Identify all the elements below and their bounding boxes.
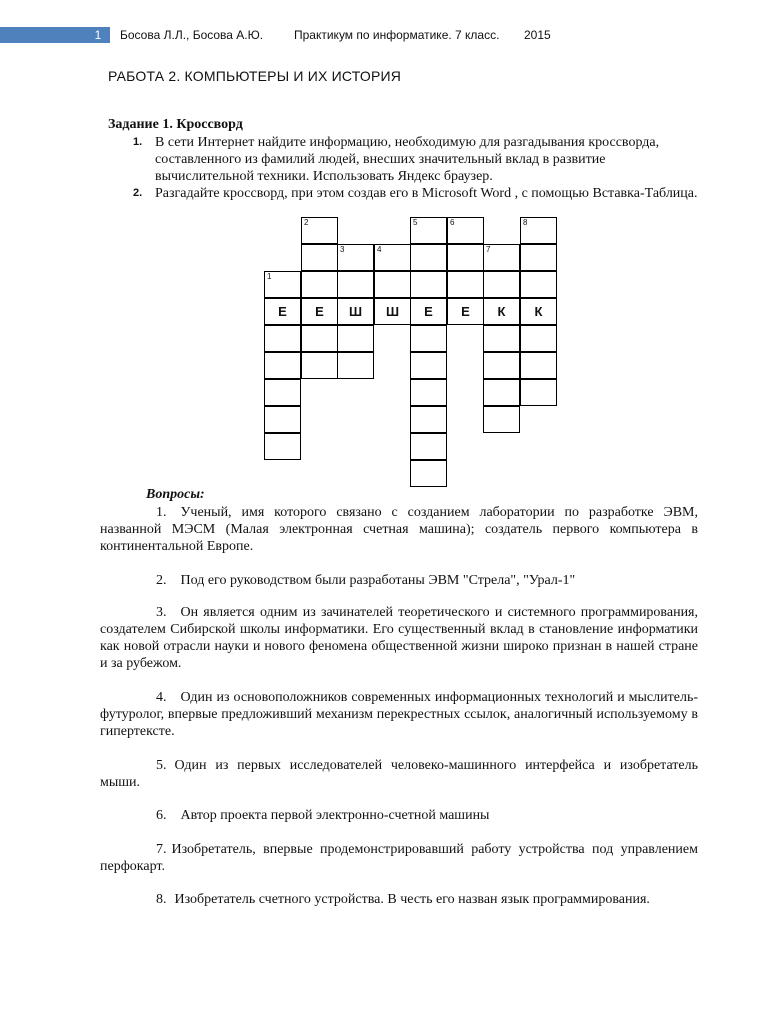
question-item [100, 757, 698, 791]
crossword-cell [264, 298, 301, 325]
crossword-letter: Е [461, 304, 470, 319]
instruction-number: 2. [133, 187, 143, 199]
questions-heading: Вопросы: [146, 487, 205, 502]
crossword-letter: К [497, 304, 506, 319]
header-book-title: Практикум по информатике. 7 класс. [294, 28, 500, 42]
question-item [100, 604, 698, 672]
question-text: Под его руководством были разработаны ЭВМ "Стрела", "Урал-1" [180, 573, 576, 588]
crossword-cell [374, 244, 411, 271]
question-number: 6. [156, 808, 167, 823]
header-authors: Босова Л.Л., Босова А.Ю. [120, 28, 264, 42]
crossword-cell [301, 244, 338, 271]
instruction-number: 1. [133, 136, 143, 148]
crossword-cell [520, 298, 557, 325]
crossword-cell [264, 379, 301, 406]
crossword-clue-number: 7 [486, 245, 491, 254]
crossword-letter: Ш [348, 304, 363, 319]
question-number: 3. [156, 605, 167, 620]
page-number: 1 [94, 28, 102, 42]
crossword-letter: К [534, 304, 543, 319]
crossword-cell [520, 217, 557, 244]
crossword-cell [337, 352, 374, 379]
instruction-text: Разгадайте кроссворд, при этом создав его в Microsoft Word , с помощью Вставка-Таблица. [155, 186, 698, 201]
crossword-clue-number: 1 [267, 272, 272, 281]
crossword-cell [447, 244, 484, 271]
crossword-cell [520, 244, 557, 271]
question-item [100, 891, 698, 908]
crossword-cell [264, 325, 301, 352]
crossword-cell [520, 325, 557, 352]
crossword-cell [410, 298, 447, 325]
crossword-cell [264, 433, 301, 460]
crossword-cell [301, 271, 338, 298]
crossword-cell [410, 460, 447, 487]
question-number: 1. [156, 505, 167, 520]
crossword-letter: Е [315, 304, 324, 319]
crossword-cell [374, 271, 411, 298]
question-number: 5. [156, 758, 167, 773]
question-text: Автор проекта первой электронно-счетной машины [180, 808, 490, 823]
crossword-cell [483, 271, 520, 298]
question-text: Изобретатель, впервые продемонстрировавший работу устройства под управлением перфокарт. [100, 842, 698, 874]
crossword-cell [264, 271, 301, 298]
crossword-cell [410, 271, 447, 298]
crossword-cell [483, 325, 520, 352]
crossword-cell [483, 298, 520, 325]
crossword-cell [337, 271, 374, 298]
crossword-letter: Ш [385, 304, 400, 319]
instruction-text: В сети Интернет найдите информацию, необходимую для разгадывания кроссворда, составленного из фамилий людей, внесших значительный вклад в развитие вычислительной техники. Использовать Яндекс браузер. [155, 135, 660, 184]
question-text: Он является одним из зачинателей теоретического и системного программирования, создателем Сибирской школы информатики. Его существенный вклад в становление информатики как новой отрасли науки и нового феномена общественной жизни широко признан в нашей стране и за рубежом. [100, 605, 698, 671]
question-number: 7. [156, 842, 167, 857]
work-title: РАБОТА 2. КОМПЬЮТЕРЫ И ИХ ИСТОРИЯ [108, 68, 402, 84]
crossword-cell [410, 217, 447, 244]
crossword-cell [483, 244, 520, 271]
crossword-cell [264, 406, 301, 433]
question-text: Один из первых исследователей человеко-машинного интерфейса и изобретатель мыши. [100, 758, 698, 790]
crossword-cell [301, 298, 338, 325]
crossword-cell [447, 217, 484, 244]
crossword-clue-number: 8 [523, 218, 528, 227]
crossword-cell [410, 406, 447, 433]
question-number: 8. [156, 892, 167, 907]
question-text: Ученый, имя которого связано с созданием лаборатории по разработке ЭВМ, названной МЭСМ (Малая электронная счетная машина); создатель первого компьютера в континентальной Европе. [100, 505, 698, 554]
crossword-cell [447, 298, 484, 325]
question-number: 4. [156, 690, 167, 705]
question-text: Изобретатель счетного устройства. В честь его назван язык программирования. [174, 892, 650, 907]
crossword-cell [483, 379, 520, 406]
question-item [100, 807, 698, 824]
crossword-cell [301, 217, 338, 244]
question-item [100, 841, 698, 875]
crossword-cell [520, 352, 557, 379]
crossword-letter: Е [278, 304, 287, 319]
crossword-clue-number: 4 [377, 245, 382, 254]
crossword-cell [447, 271, 484, 298]
header-year: 2015 [524, 28, 551, 42]
crossword-cell [410, 379, 447, 406]
crossword-clue-number: 6 [450, 218, 455, 227]
crossword-cell [301, 325, 338, 352]
crossword-cell [520, 379, 557, 406]
crossword-clue-number: 3 [340, 245, 345, 254]
crossword-cell [337, 298, 374, 325]
crossword-cell [483, 406, 520, 433]
question-text: Один из основоположников современных информационных технологий и мыслитель-футуролог, впервые предложивший механизм перекрестных ссылок, аналогичный используемому в гипертексте. [100, 690, 698, 739]
crossword-cell [410, 325, 447, 352]
crossword-cell [483, 352, 520, 379]
crossword-clue-number: 5 [413, 218, 418, 227]
crossword-cell [337, 325, 374, 352]
question-number: 2. [156, 573, 167, 588]
task-title: Задание 1. Кроссворд [108, 117, 243, 132]
crossword-cell [520, 271, 557, 298]
crossword-cell [410, 352, 447, 379]
crossword-clue-number: 2 [304, 218, 309, 227]
question-item [100, 689, 698, 740]
question-item [100, 504, 698, 555]
question-item [100, 572, 698, 589]
crossword-letter: Е [424, 304, 433, 319]
crossword-cell [410, 244, 447, 271]
crossword-cell [337, 244, 374, 271]
crossword-cell [410, 433, 447, 460]
crossword-cell [374, 298, 411, 325]
crossword-cell [264, 352, 301, 379]
crossword-cell [301, 352, 338, 379]
